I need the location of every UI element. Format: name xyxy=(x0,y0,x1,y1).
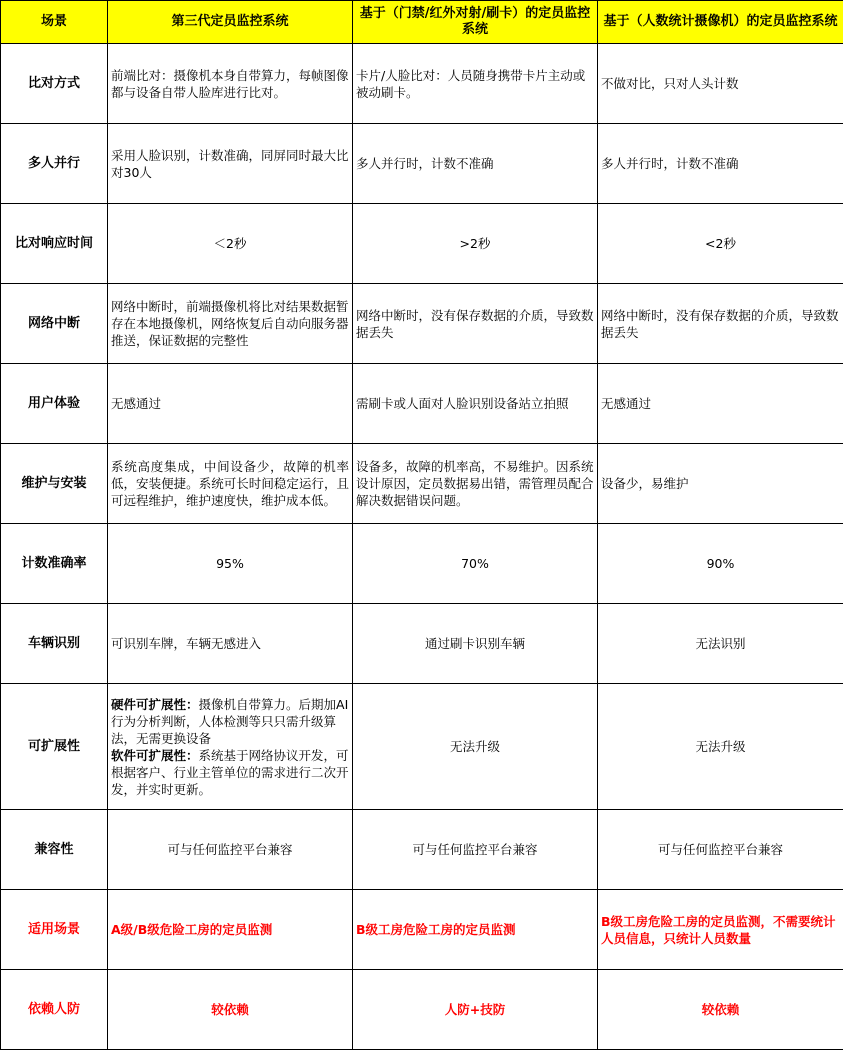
cell: 网络中断时，没有保存数据的介质，导致数据丢失 xyxy=(598,284,843,364)
table-row xyxy=(1,124,843,204)
cell: ＜2秒 xyxy=(108,204,353,284)
cell: 不做对比，只对人头计数 xyxy=(598,44,843,124)
cell: 采用人脸识别，计数准确，同屏同时最大比对30人 xyxy=(108,124,353,204)
cell: 无感通过 xyxy=(108,364,353,444)
header-access-control: 基于（门禁/红外对射/刷卡）的定员监控系统 xyxy=(353,1,598,44)
cell: B级工房危险工房的定员监测 xyxy=(353,890,598,970)
row-label: 网络中断 xyxy=(1,284,108,364)
row-label: 依赖人防 xyxy=(1,970,108,1050)
table-row xyxy=(1,810,843,890)
cell: 系统高度集成，中间设备少，故障的机率低，安装便捷。系统可长时间稳定运行，且可远程维护，维护速度快，维护成本低。 xyxy=(108,444,353,524)
cell-extensibility xyxy=(108,684,353,810)
table-row xyxy=(1,204,843,284)
cell: 无感通过 xyxy=(598,364,843,444)
table-row xyxy=(1,284,843,364)
table-row xyxy=(1,44,843,124)
cell: 设备多，故障的机率高，不易维护。因系统设计原因，定员数据易出错，需管理员配合解决数据错误问题。 xyxy=(353,444,598,524)
software-extensibility-title: 软件可扩展性： xyxy=(111,747,199,763)
row-label: 兼容性 xyxy=(1,810,108,890)
cell: 可与任何监控平台兼容 xyxy=(598,810,843,890)
header-row xyxy=(1,1,843,44)
cell: 多人并行时，计数不准确 xyxy=(598,124,843,204)
cell: 需刷卡或人面对人脸识别设备站立拍照 xyxy=(353,364,598,444)
cell: 可识别车牌，车辆无感进入 xyxy=(108,604,353,684)
table-row xyxy=(1,364,843,444)
table-row xyxy=(1,604,843,684)
header-third-gen: 第三代定员监控系统 xyxy=(108,1,353,44)
cell: 较依赖 xyxy=(108,970,353,1050)
cell: 95% xyxy=(108,524,353,604)
hardware-extensibility-text: 摄像机自带算力。后期加AI行为分析判断，人体检测等只只需升级算法，无需更换设备 xyxy=(111,696,349,746)
cell: 90% xyxy=(598,524,843,604)
row-label: 多人并行 xyxy=(1,124,108,204)
row-label: 用户体验 xyxy=(1,364,108,444)
table-row xyxy=(1,684,843,810)
cell: 卡片/人脸比对：人员随身携带卡片主动或被动刷卡。 xyxy=(353,44,598,124)
cell: 可与任何监控平台兼容 xyxy=(108,810,353,890)
cell: 可与任何监控平台兼容 xyxy=(353,810,598,890)
table-row xyxy=(1,444,843,524)
row-label: 比对方式 xyxy=(1,44,108,124)
row-label: 可扩展性 xyxy=(1,684,108,810)
cell: 较依赖 xyxy=(598,970,843,1050)
cell: 70% xyxy=(353,524,598,604)
cell: 无法升级 xyxy=(353,684,598,810)
header-people-counting: 基于（人数统计摄像机）的定员监控系统 xyxy=(598,1,843,44)
cell: 网络中断时，没有保存数据的介质，导致数据丢失 xyxy=(353,284,598,364)
cell: 人防+技防 xyxy=(353,970,598,1050)
cell: 无法升级 xyxy=(598,684,843,810)
table-row xyxy=(1,970,843,1050)
cell: 设备少，易维护 xyxy=(598,444,843,524)
table-row xyxy=(1,524,843,604)
cell: 通过刷卡识别车辆 xyxy=(353,604,598,684)
cell: 多人并行时，计数不准确 xyxy=(353,124,598,204)
row-label: 车辆识别 xyxy=(1,604,108,684)
cell: <2秒 xyxy=(598,204,843,284)
cell: 网络中断时，前端摄像机将比对结果数据暂存在本地摄像机，网络恢复后自动向服务器推送，保证数据的完整性 xyxy=(108,284,353,364)
cell: 前端比对：摄像机本身自带算力，每帧图像都与设备自带人脸库进行比对。 xyxy=(108,44,353,124)
cell: B级工房危险工房的定员监测，不需要统计人员信息，只统计人员数量 xyxy=(598,890,843,970)
row-label: 计数准确率 xyxy=(1,524,108,604)
hardware-extensibility-title: 硬件可扩展性： xyxy=(111,696,199,712)
cell: 无法识别 xyxy=(598,604,843,684)
cell: >2秒 xyxy=(353,204,598,284)
row-label: 比对响应时间 xyxy=(1,204,108,284)
row-label: 维护与安装 xyxy=(1,444,108,524)
software-extensibility-text: 系统基于网络协议开发，可根据客户、行业主管单位的需求进行二次开发，并实时更新。 xyxy=(111,747,349,797)
cell: A级/B级危险工房的定员监测 xyxy=(108,890,353,970)
header-scene: 场景 xyxy=(1,1,108,44)
row-label: 适用场景 xyxy=(1,890,108,970)
table-row xyxy=(1,890,843,970)
